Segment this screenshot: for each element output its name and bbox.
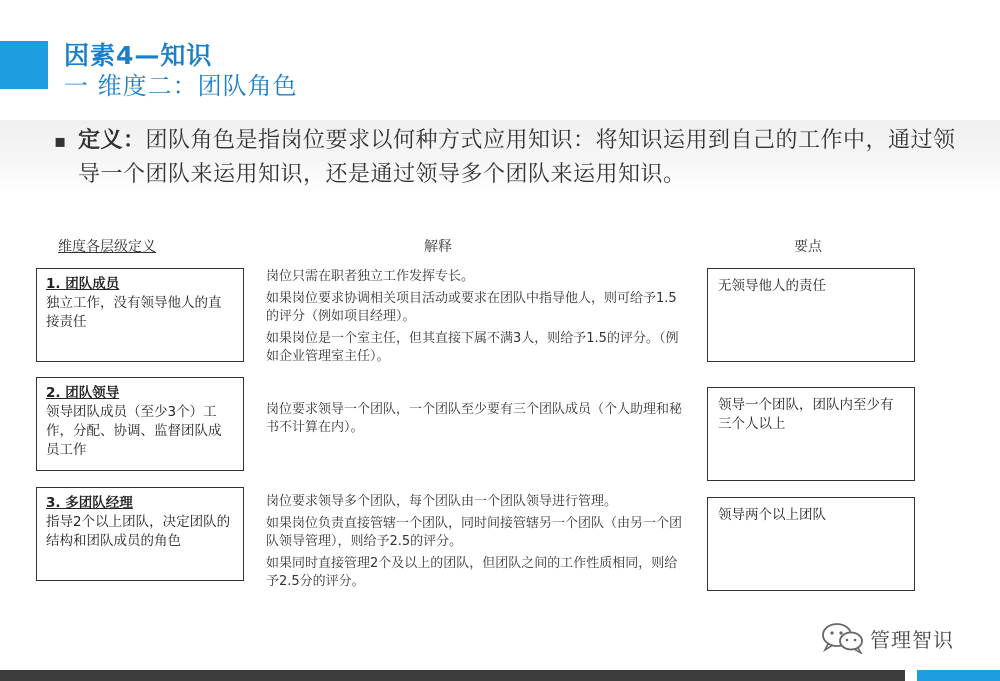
explanation-para: 如果岗位要求协调相关项目活动或要求在团队中指导他人，则可给予1.5的评分（例如项目经理）。: [266, 291, 677, 324]
bullet-icon: ▪: [54, 131, 67, 152]
explanation-para: 如果岗位负责直接管辖一个团队，同时间接管辖另一个团队（由另一个团队领导管理），则给予2.5的评分。: [266, 516, 683, 549]
explanation-para: 岗位只需在职者独立工作发挥专长。: [266, 269, 475, 284]
footer-bar: [0, 670, 905, 681]
explanation-1: [266, 268, 686, 370]
level-box-1: [36, 268, 244, 362]
key-point-text: 领导两个以上团队: [718, 507, 826, 523]
level-desc: 独立工作，没有领导他人的直接责任: [46, 295, 222, 330]
level-desc: 领导团队成员（至少3个）工作，分配、协调、监督团队成员工作: [46, 404, 222, 458]
level-box-3: [36, 487, 244, 581]
level-title: 3. 多团队经理: [46, 495, 133, 511]
page-subtitle: 一 维度二：团队角色: [64, 72, 298, 100]
column-header-key-points: 要点: [794, 239, 822, 255]
definition-text: [78, 124, 958, 192]
key-point-text: 无领导他人的责任: [718, 278, 826, 294]
key-point-text: 领导一个团队，团队内至少有三个人以上: [718, 397, 894, 432]
explanation-para: 如果同时直接管理2个及以上的团队，但团队之间的工作性质相同，则给予2.5分的评分。: [266, 556, 678, 589]
explanation-2: [266, 401, 686, 441]
wechat-icon: [820, 622, 866, 654]
definition-body: 团队角色是指岗位要求以何种方式应用知识：将知识运用到自己的工作中，通过领导一个团队来运用知识，还是通过领导多个团队来运用知识。: [78, 128, 956, 187]
explanation-para: 如果岗位是一个室主任，但其直接下属不满3人，则给予1.5的评分。（例如企业管理室主任）。: [266, 331, 679, 364]
key-point-box-1: [707, 268, 915, 362]
explanation-3: [266, 493, 686, 595]
explanation-para: 岗位要求领导一个团队，一个团队至少要有三个团队成员（个人助理和秘书不计算在内）。: [266, 402, 683, 435]
column-header-levels: 维度各层级定义: [58, 239, 156, 255]
accent-square: [0, 41, 48, 89]
level-desc: 指导2个以上团队，决定团队的结构和团队成员的角色: [46, 514, 231, 549]
explanation-para: 岗位要求领导多个团队，每个团队由一个团队领导进行管理。: [266, 494, 618, 509]
page-title: 因素4—知识: [64, 41, 213, 70]
level-title: 1. 团队成员: [46, 276, 120, 292]
key-point-box-3: [707, 497, 915, 591]
column-header-explanation: 解释: [424, 239, 452, 255]
level-title: 2. 团队领导: [46, 385, 120, 401]
key-point-box-2: [707, 387, 915, 481]
level-box-2: [36, 377, 244, 471]
definition-label: 定义：: [78, 128, 146, 153]
watermark-text: 管理智识: [870, 628, 954, 652]
footer-accent: [917, 670, 1000, 681]
